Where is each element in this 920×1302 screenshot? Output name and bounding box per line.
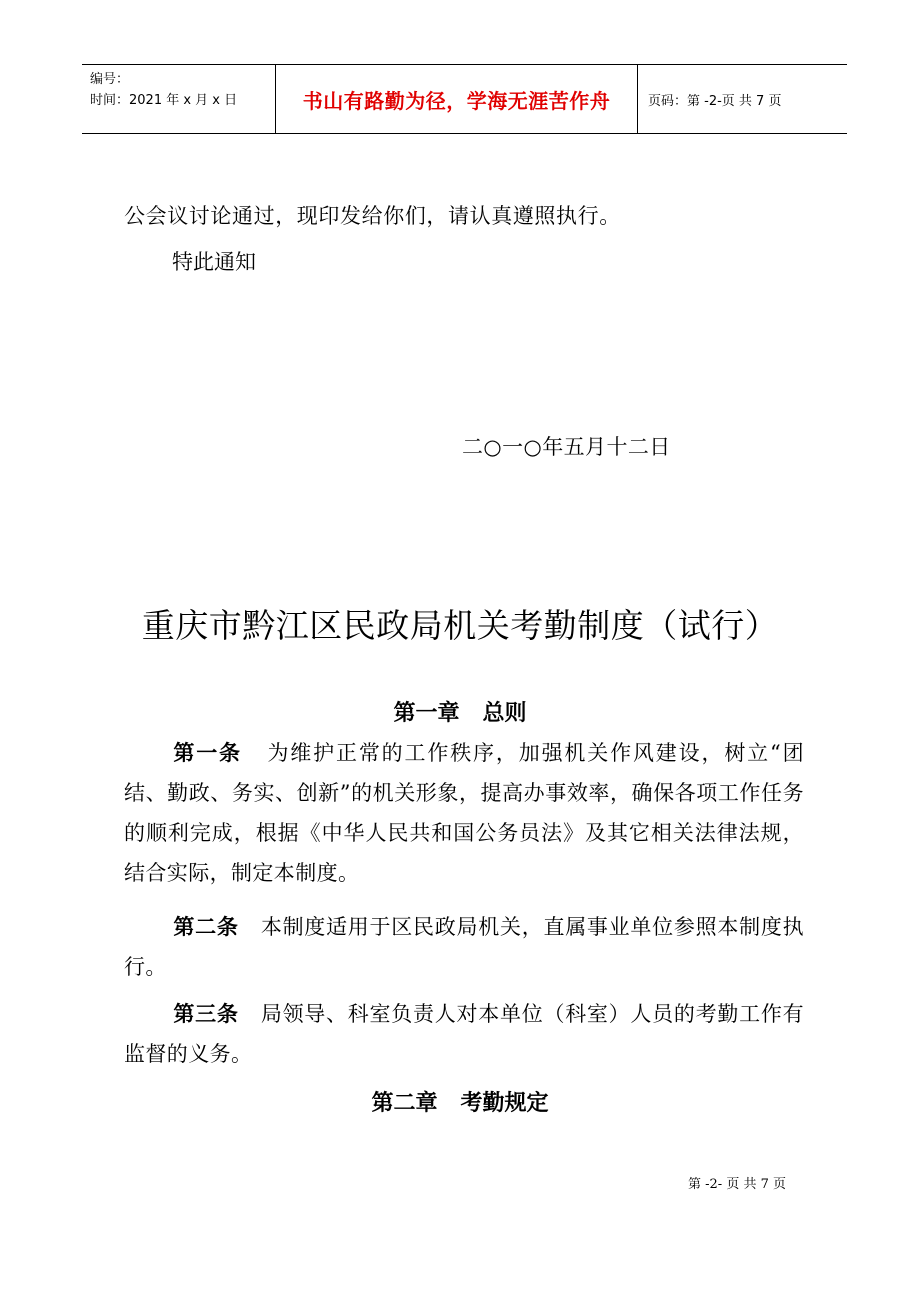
document-title: 重庆市黔江区民政局机关考勤制度（试行） xyxy=(141,606,779,645)
article-text: 为维护正常的工作秩序，加强机关作风建设，树立“团结、勤政、务实、创新”的机关形象，提高办事效率，确保各项工作任务的顺利完成，根据《中华人民共和国公务员法》及其它相关法律法规，结合实际，制定本制度。 xyxy=(124,741,804,885)
article-label: 第一条 xyxy=(173,741,242,765)
chapter-heading: 第二章 考勤规定 xyxy=(371,1091,549,1116)
article-paragraph xyxy=(124,994,804,1074)
serial-number-label: 编号： xyxy=(90,72,130,87)
header-page-label: 页码：第 -2-页 共 7 页 xyxy=(648,93,782,109)
article-text: 局领导、科室负责人对本单位（科室）人员的考勤工作有监督的义务。 xyxy=(124,1002,805,1066)
article-paragraph xyxy=(124,907,804,987)
chapter-heading: 第一章 总则 xyxy=(393,701,527,726)
article-label: 第三条 xyxy=(173,1002,239,1026)
page-footer-number: 第 -2- 页 共 7 页 xyxy=(688,1177,786,1192)
header-motto: 书山有路勤为径，学海无涯苦作舟 xyxy=(276,65,638,133)
notice-date: 二○一○年五月十二日 xyxy=(462,435,671,459)
header-meta-cell xyxy=(82,65,276,133)
article-label: 第二条 xyxy=(173,915,239,939)
page-header xyxy=(82,64,847,134)
article-text: 本制度适用于区民政局机关，直属事业单位参照本制度执行。 xyxy=(124,915,805,979)
notice-closing: 特此通知 xyxy=(172,250,256,274)
date-label: 时间：2021 年 x 月 x 日 xyxy=(90,93,238,108)
article-paragraph xyxy=(124,733,804,893)
notice-continuation: 公会议讨论通过，现印发给你们，请认真遵照执行。 xyxy=(124,204,621,228)
